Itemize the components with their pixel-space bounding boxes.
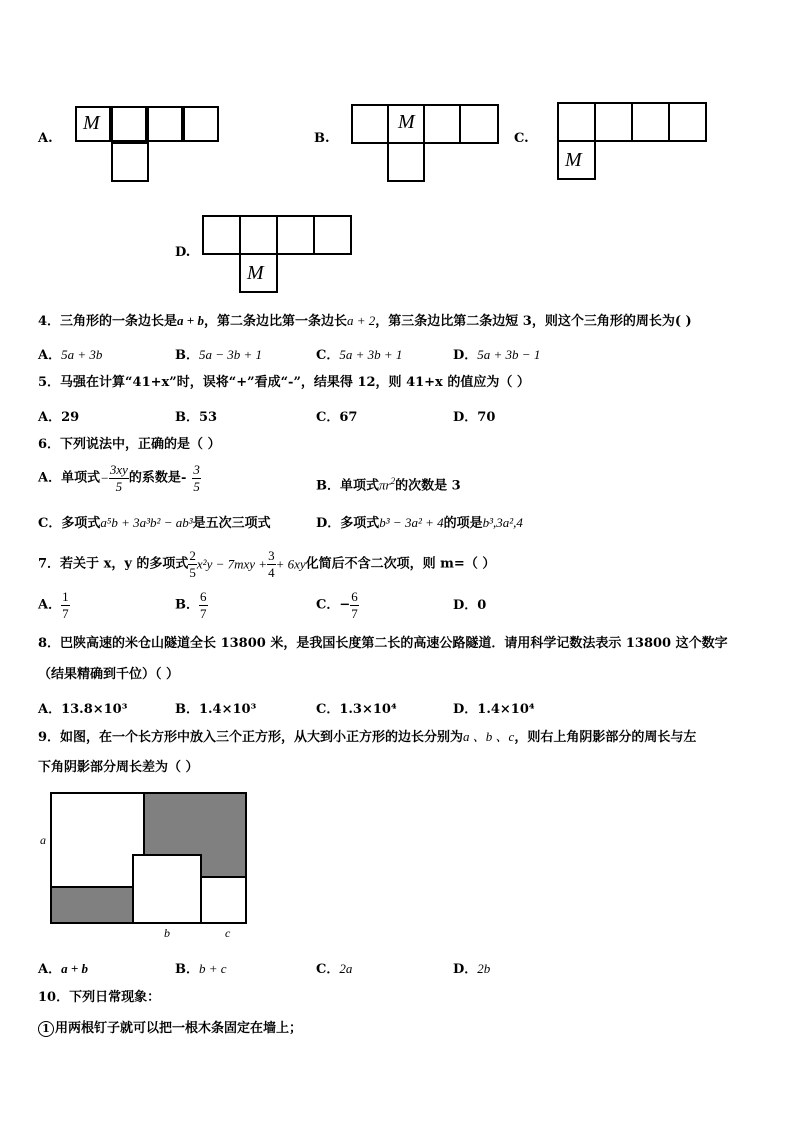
q7-option-a: A． $\frac{1}{7}$ — [38, 589, 69, 621]
net-cell — [594, 102, 633, 142]
net-cell — [313, 215, 352, 255]
shaded-bottom-left — [51, 887, 133, 923]
option-a: A．13.8×10³ — [38, 702, 128, 717]
option-c: C．1.3×10⁴ — [316, 702, 397, 717]
option-d: D．2b — [453, 961, 491, 977]
option-d: D．5a + 3b − 1 — [453, 347, 541, 363]
option-c: C．5a + 3b + 1 — [316, 347, 403, 363]
net-cell — [239, 215, 278, 255]
net-cell — [631, 102, 670, 142]
question-9-line1: 9．如图，在一个长方形中放入三个正方形，从大到小正方形的边长分别为a 、b 、c，则右上角阴影部分的周长与左 — [38, 729, 697, 745]
q6-option-a: A．单项式− $\frac{3xy}{5}$ 的系数是- $\frac{3}{5}$ — [38, 462, 200, 494]
net-cell — [423, 104, 461, 144]
option-a: A．a + b — [38, 961, 89, 977]
square-c — [201, 877, 246, 923]
option-a: A．29 — [38, 410, 80, 425]
question-7: 7．若关于 x，y 的多项式 $\frac{2}{5}$ x²y − 7mxy + $\frac{3}{4}$ + 6xy化简后不含二次项，则 m=（ ） — [38, 548, 496, 580]
q4-text: 4．三角形的一条边长是 — [38, 314, 178, 329]
m-label: M — [247, 262, 264, 284]
option-b: B．b + c — [175, 961, 227, 977]
net-cell — [459, 104, 499, 144]
net-cell-m — [239, 253, 278, 293]
m-label: M — [398, 111, 415, 133]
net-cell — [276, 215, 315, 255]
square-a — [51, 793, 144, 887]
net-cell — [147, 106, 183, 142]
net-cell — [111, 142, 149, 182]
question-9-line2: 下角阴影部分周长差为（ ） — [38, 760, 199, 775]
q7-option-b: B． $\frac{6}{7}$ — [175, 589, 207, 621]
option-b: B．1.4×10³ — [175, 702, 257, 717]
net-cell — [111, 106, 147, 142]
q6-option-d: D．多项式b³ − 3a² + 4的项是b³,3a²,4 — [316, 515, 523, 531]
option-label: C. — [514, 131, 529, 146]
rectangle-squares-figure — [36, 790, 252, 940]
net-cell — [183, 106, 219, 142]
q6-option-b: B．单项式$\pi r^2$的次数是 3 — [316, 476, 461, 494]
net-cell — [351, 104, 389, 144]
q4-expr: a + 2 — [346, 313, 376, 328]
question-6: 6．下列说法中，正确的是（ ） — [38, 437, 221, 452]
q6-option-c: C．多项式a⁵b + 3a³b² − ab³是五次三项式 — [38, 515, 271, 531]
option-a: A．5a + 3b — [38, 347, 103, 363]
label-b: b — [164, 926, 170, 940]
question-5: 5．马强在计算“41+x”时，误将“+”看成“-”，结果得 12，则 41+x 的值应为（ ） — [38, 375, 530, 390]
option-label: D. — [175, 245, 191, 260]
option-b: B．5a − 3b + 1 — [175, 347, 263, 363]
net-cell-m — [557, 140, 596, 180]
m-label: M — [83, 112, 100, 134]
option-c: C．67 — [316, 410, 358, 425]
option-label: B. — [314, 131, 330, 146]
square-b — [133, 855, 201, 923]
question-4 — [38, 313, 692, 330]
q4-text: ，第二条边比第一条边长 — [203, 314, 347, 329]
q4-text: ，第三条边比第二条边短 3，则这个三角形的周长为( ) — [375, 314, 692, 329]
question-8-line2: （结果精确到千位）（ ） — [38, 667, 180, 682]
option-d: D．70 — [453, 410, 496, 425]
m-label: M — [565, 149, 582, 171]
circled-number: 1 — [38, 1021, 54, 1037]
label-c: c — [225, 926, 231, 940]
net-cell-m — [387, 104, 425, 144]
net-cell — [202, 215, 241, 255]
q7-option-d: D．0 — [453, 598, 487, 613]
option-c: C．2a — [316, 961, 353, 977]
option-d: D．1.4×10⁴ — [453, 702, 535, 717]
q7-option-c: C．− $\frac{6}{7}$ — [316, 589, 358, 621]
option-label: A. — [38, 131, 53, 146]
question-8-line1: 8．巴陕高速的米仓山隧道全长 13800 米，是我国长度第二长的高速公路隧道．请用科学记数法表示 13800 这个数字 — [38, 636, 728, 651]
label-a: a — [40, 833, 46, 847]
net-cell — [387, 142, 425, 182]
net-cell — [668, 102, 707, 142]
option-b: B．53 — [175, 410, 218, 425]
question-10: 10．下列日常现象： — [38, 990, 161, 1005]
q4-expr: a + b — [177, 313, 204, 328]
net-cell-m — [75, 106, 111, 142]
q10-item-1: 1 用两根钉子就可以把一根木条固定在墙上； — [38, 1021, 302, 1037]
net-cell — [557, 102, 596, 142]
